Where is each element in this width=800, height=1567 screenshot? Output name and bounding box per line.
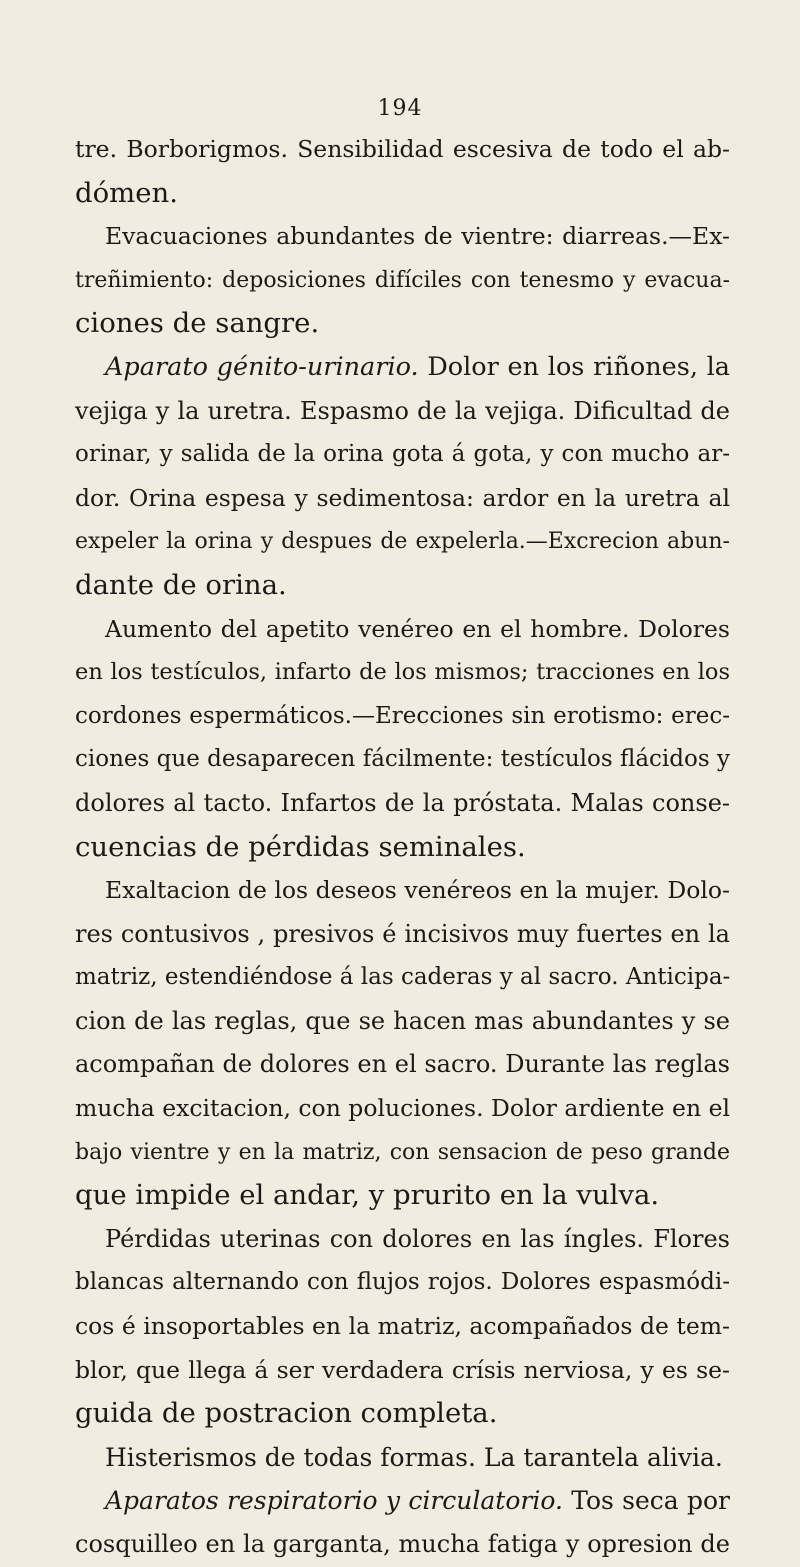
- body-text: [75, 128, 730, 1567]
- page-number: 194: [377, 96, 423, 121]
- text-line: vejiga y la uretra. Espasmo de la vejiga. Dificultad de: [75, 396, 730, 425]
- text-line: Exaltacion de los deseos venéreos en la mujer. Dolo-: [105, 876, 730, 905]
- text-line: expeler la orina y despues de expelerla.—Excrecion abun-: [75, 529, 730, 555]
- text-line: Evacuaciones abundantes de vientre: diarreas.—Ex-: [105, 222, 730, 251]
- text-line: ciones que desaparecen fácilmente: testículos flácidos y: [75, 746, 730, 773]
- text-line: dor. Orina espesa y sedimentosa: ardor en la uretra al: [75, 483, 730, 512]
- text-line: mucha excitacion, con poluciones. Dolor ardiente en el: [75, 1094, 730, 1123]
- text-line: cuencias de pérdidas seminales.: [75, 830, 526, 863]
- text-line: bajo vientre y en la matriz, con sensacion de peso grande: [75, 1139, 730, 1165]
- text-line: dómen.: [75, 176, 178, 209]
- text-line: [75, 1479, 730, 1523]
- section-heading: Aparatos respiratorio y circulatorio.: [105, 1486, 563, 1516]
- text-line: [75, 346, 730, 390]
- text-line: tre. Borborigmos. Sensibilidad escesiva de todo el ab-: [75, 135, 730, 163]
- text-run: Dolor en los riñones, la: [418, 351, 731, 382]
- text-line: orinar, y salida de la orina gota á gota, y con mucho ar-: [75, 441, 730, 468]
- text-line: dolores al tacto. Infartos de la próstata. Malas conse-: [75, 788, 730, 817]
- text-line: ciones de sangre.: [75, 307, 320, 340]
- text-line: res contusivos , presivos é incisivos muy fuertes en la: [75, 919, 730, 948]
- text-line: cordones espermáticos.—Erecciones sin erotismo: erec-: [75, 702, 730, 729]
- text-line: acompañan de dolores en el sacro. Durante las reglas: [75, 1050, 730, 1079]
- section-heading: Aparato génito-urinario.: [105, 351, 419, 382]
- text-line: guida de postracion completa.: [75, 1397, 498, 1430]
- text-line: matriz, estendiéndose á las caderas y al sacro. Anticipa-: [75, 964, 731, 991]
- text-line: Histerismos de todas formas. La tarantela alivia.: [105, 1442, 723, 1472]
- text-line: blor, que llega á ser verdadera crísis nerviosa, y es se-: [75, 1355, 730, 1384]
- text-line: dante de orina.: [75, 568, 287, 601]
- text-line: en los testículos, infarto de los mismos; tracciones en los: [75, 659, 730, 686]
- text-line: que impide el andar, y prurito en la vulva.: [75, 1179, 660, 1212]
- text-line: cos é insoportables en la matriz, acompañados de tem-: [75, 1312, 730, 1341]
- text-line: Pérdidas uterinas con dolores en las íngles. Flores: [105, 1224, 730, 1253]
- text-run: Tos seca por: [562, 1486, 730, 1516]
- text-line: blancas alternando con flujos rojos. Dolores espasmódi-: [75, 1269, 730, 1296]
- text-line: Aumento del apetito venéreo en el hombre. Dolores: [105, 614, 730, 643]
- text-line: cosquilleo en la garganta, mucha fatiga y opresion de: [75, 1530, 730, 1558]
- text-line: cion de las reglas, que se hacen mas abundantes y se: [75, 1006, 730, 1035]
- text-line: treñimiento: deposiciones difíciles con tenesmo y evacua-: [75, 267, 730, 293]
